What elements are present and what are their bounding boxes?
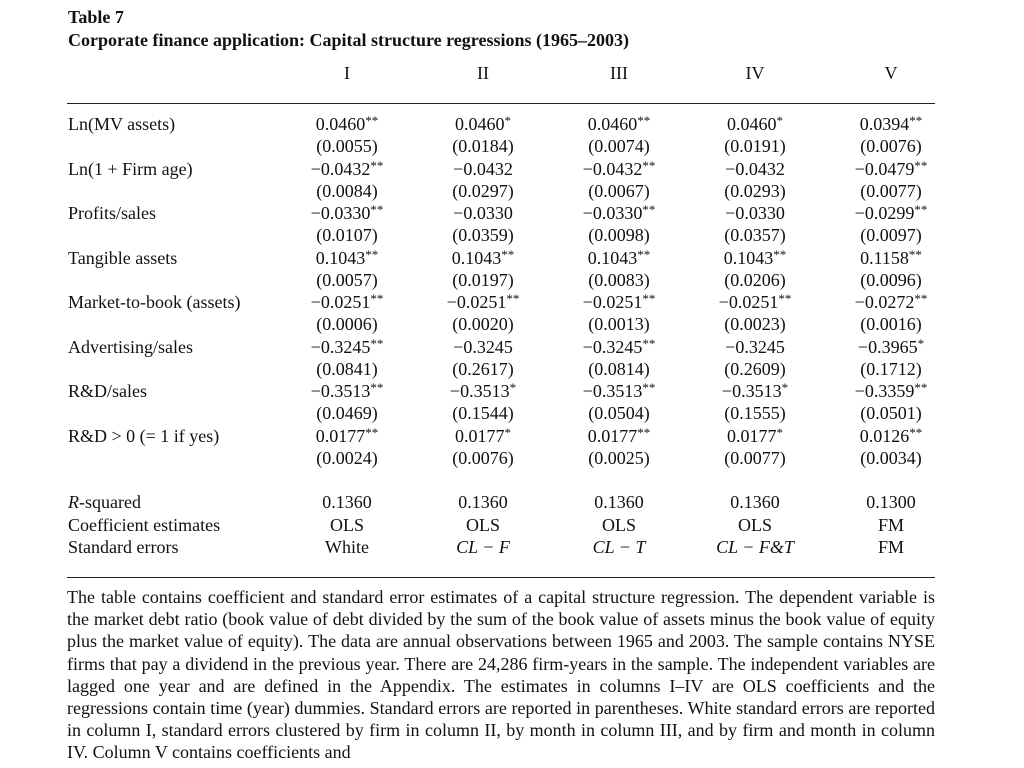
coefficient-cell [858, 337, 924, 358]
coefficient-cell [725, 159, 785, 180]
column-header: II [477, 63, 489, 83]
row-label: R&D/sales [68, 381, 147, 401]
standard-error-cell: (0.0297) [452, 180, 514, 201]
stat-label: Standard errors [68, 537, 179, 557]
row-label: Profits/sales [68, 203, 156, 223]
coefficient-value: 0.0460 [587, 114, 638, 134]
significance-stars: * [776, 113, 783, 128]
stat-value-cell: 0.1360 [458, 492, 508, 512]
coefficient-value: −0.3245 [310, 336, 371, 357]
standard-error-cell: (0.1555) [724, 403, 786, 423]
row-label: R&D > 0 (= 1 if yes) [68, 425, 220, 446]
coefficient-value: −0.0299 [854, 203, 915, 223]
standard-error-cell: (0.0055) [316, 136, 378, 156]
coefficient-cell [453, 159, 513, 180]
stat-value-cell: CL − F [456, 537, 510, 557]
coefficient-cell [588, 426, 651, 447]
coefficient-value: 0.0177 [455, 425, 505, 446]
stat-label [68, 492, 141, 513]
significance-stars: ** [642, 380, 656, 395]
standard-error-cell: (0.0016) [860, 314, 922, 334]
standard-error-cell: (0.0359) [452, 225, 514, 245]
table-note: The table contains coefficient and standard error estimates of a capital structure regression. The dependent variable is the market debt ratio (book value of debt divided by the sum of the book value of assets minus the book value of equity plus the market value of equity). The data are annual observations between 1965 and 2003. The sample contains NYSE firms that pay a dividend in the previous year. There are 24,286 firm-years in the sample. The independent variables are lagged one year and are defined in the Appendix. The estimates in columns I–IV are OLS coefficients and the regressions contain time (year) dummies. Standard errors are reported in parentheses. White standard errors are reported in column I, standard errors clustered by firm in column II, by month in column III, and by firm and month in column IV. Column V contains coefficients and [67, 587, 935, 763]
significance-stars: ** [642, 291, 656, 306]
coefficient-cell [583, 292, 656, 313]
significance-stars: ** [914, 157, 928, 173]
coefficient-value: −0.0251 [446, 292, 507, 312]
coefficient-cell [311, 292, 384, 313]
column-header: III [610, 63, 628, 83]
standard-error-cell: (0.1544) [452, 403, 514, 423]
coefficient-value: −0.3245 [582, 336, 643, 357]
coefficient-cell [583, 337, 656, 358]
standard-error-cell: (0.0097) [860, 225, 922, 245]
significance-stars: ** [637, 246, 651, 262]
stat-label: Coefficient estimates [68, 514, 221, 535]
significance-stars: ** [370, 291, 384, 306]
coefficient-value: −0.3245 [453, 336, 513, 357]
coefficient-value: −0.3513 [721, 381, 782, 401]
significance-stars: * [917, 335, 925, 351]
coefficient-cell [450, 381, 516, 402]
coefficient-value: −0.0479 [854, 158, 915, 179]
column-header: I [344, 63, 350, 83]
row-label: Tangible assets [68, 247, 178, 268]
significance-stars: ** [642, 157, 656, 173]
significance-stars: ** [914, 380, 928, 395]
coefficient-value: −0.0330 [725, 203, 785, 223]
stat-label-rest: -squared [79, 492, 141, 512]
stat-value-cell: 0.1360 [730, 492, 780, 512]
row-label: Ln(1 + Firm age) [68, 158, 193, 179]
stat-value-cell: FM [877, 514, 905, 535]
coefficient-cell [855, 159, 928, 180]
significance-stars: ** [365, 424, 379, 440]
standard-error-cell: (0.0357) [724, 225, 786, 245]
stat-label-italic: R [68, 492, 79, 512]
coefficient-value: 0.0460 [727, 114, 777, 134]
stat-value-cell: CL − T [592, 537, 646, 557]
coefficient-value: 0.0460 [315, 114, 366, 134]
coefficient-cell [719, 292, 792, 313]
coefficient-value: 0.1158 [860, 247, 909, 268]
coefficient-value: −0.0330 [310, 203, 371, 223]
table-label: Table 7 [68, 7, 124, 27]
significance-stars: ** [370, 202, 384, 217]
significance-stars: ** [773, 246, 787, 262]
coefficient-cell [583, 159, 656, 180]
coefficient-value: −0.3965 [857, 336, 918, 357]
coefficient-value: −0.0432 [582, 158, 643, 179]
coefficient-value: 0.0126 [859, 425, 910, 446]
stat-value-cell: OLS [601, 514, 637, 535]
standard-error-cell: (0.0206) [724, 269, 786, 290]
row-label: Ln(MV assets) [68, 114, 176, 134]
significance-stars: * [781, 380, 789, 395]
significance-stars: ** [914, 291, 928, 306]
coefficient-value: −0.0432 [453, 158, 513, 179]
coefficient-value: −0.0432 [725, 158, 785, 179]
coefficient-cell [860, 114, 923, 135]
standard-error-cell: (0.1712) [860, 358, 922, 379]
column-header: IV [745, 63, 765, 83]
coefficient-value: −0.3513 [310, 381, 371, 401]
significance-stars: ** [370, 335, 384, 351]
coefficient-cell [588, 248, 651, 269]
coefficient-value: 0.0394 [859, 114, 910, 134]
coefficient-value: 0.1043 [315, 247, 366, 268]
coefficient-value: 0.1043 [587, 247, 638, 268]
table-title: Corporate finance application: Capital structure regressions (1965–2003) [68, 30, 629, 50]
standard-error-cell: (0.0077) [724, 447, 786, 468]
stat-value-cell: FM [877, 537, 905, 557]
row-label: Market-to-book (assets) [68, 292, 241, 312]
coefficient-value: −0.0251 [310, 292, 371, 312]
stat-value-cell: 0.1300 [866, 492, 916, 512]
coefficient-cell [453, 337, 513, 358]
coefficient-value: −0.3245 [725, 336, 785, 357]
coefficient-cell [722, 381, 788, 402]
coefficient-cell [311, 159, 384, 180]
coefficient-cell [316, 114, 379, 135]
coefficient-cell [447, 292, 520, 313]
coefficient-value: 0.1043 [723, 247, 774, 268]
coefficient-value: −0.3359 [854, 381, 915, 401]
stat-value-cell: OLS [465, 514, 501, 535]
coefficient-value: −0.0251 [718, 292, 779, 312]
coefficient-cell [316, 426, 379, 447]
standard-error-cell: (0.0024) [316, 447, 378, 468]
coefficient-cell [860, 426, 923, 447]
coefficient-cell [583, 203, 656, 224]
coefficient-value: −0.0330 [582, 203, 643, 223]
coefficient-value: −0.0272 [854, 292, 915, 312]
standard-error-cell: (0.0814) [588, 358, 650, 379]
coefficient-cell [725, 337, 785, 358]
significance-stars: ** [909, 113, 923, 128]
standard-error-cell: (0.0084) [316, 180, 378, 201]
coefficient-cell [455, 114, 511, 135]
stat-value-cell: OLS [737, 514, 773, 535]
standard-error-cell: (0.0191) [724, 136, 786, 156]
standard-error-cell: (0.0501) [860, 403, 922, 423]
coefficient-value: 0.0177 [727, 425, 777, 446]
significance-stars: ** [778, 291, 792, 306]
coefficient-cell [452, 248, 515, 269]
significance-stars: ** [501, 246, 515, 262]
stat-value-cell: 0.1360 [594, 492, 644, 512]
coefficient-cell [453, 203, 513, 224]
coefficient-cell [311, 337, 384, 358]
coefficient-cell [727, 114, 783, 135]
standard-error-cell: (0.0023) [724, 314, 786, 334]
significance-stars: * [776, 424, 783, 440]
coefficient-cell [855, 292, 928, 313]
coefficient-cell [455, 426, 511, 447]
significance-stars: ** [365, 246, 379, 262]
coefficient-value: 0.0177 [315, 425, 366, 446]
standard-error-cell: (0.0076) [452, 447, 514, 468]
standard-error-cell: (0.0034) [860, 447, 922, 468]
significance-stars: ** [506, 291, 520, 306]
significance-stars: ** [909, 424, 923, 440]
coefficient-cell [860, 248, 922, 269]
standard-error-cell: (0.0025) [588, 447, 650, 468]
coefficient-value: −0.0251 [582, 292, 643, 312]
coefficient-cell [727, 426, 783, 447]
significance-stars: ** [637, 113, 651, 128]
standard-error-cell: (0.0107) [316, 225, 378, 245]
coefficient-cell [724, 248, 787, 269]
significance-stars: ** [642, 335, 656, 351]
coefficient-cell [583, 381, 656, 402]
significance-stars: ** [365, 113, 379, 128]
significance-stars: ** [637, 424, 651, 440]
stat-value-cell: OLS [329, 514, 365, 535]
standard-error-cell: (0.0020) [452, 314, 514, 334]
header-rule [67, 103, 935, 104]
standard-error-cell: (0.2617) [452, 358, 514, 379]
coefficient-value: 0.1043 [451, 247, 502, 268]
standard-error-cell: (0.2609) [724, 358, 786, 379]
row-label: Advertising/sales [68, 336, 193, 357]
standard-error-cell: (0.0057) [316, 269, 378, 290]
standard-error-cell: (0.0098) [588, 225, 650, 245]
standard-error-cell: (0.0013) [588, 314, 650, 334]
standard-error-cell: (0.0067) [588, 180, 650, 201]
standard-error-cell: (0.0083) [588, 269, 650, 290]
significance-stars: ** [914, 202, 928, 217]
significance-stars: ** [370, 157, 384, 173]
coefficient-value: 0.0460 [455, 114, 505, 134]
standard-error-cell: (0.0469) [316, 403, 378, 423]
significance-stars: * [504, 424, 511, 440]
coefficient-cell [855, 381, 928, 402]
standard-error-cell: (0.0006) [316, 314, 378, 334]
standard-error-cell: (0.0096) [860, 269, 922, 290]
standard-error-cell: (0.0184) [452, 136, 514, 156]
coefficient-value: −0.0330 [453, 203, 513, 223]
significance-stars: ** [642, 202, 656, 217]
stat-value-cell: CL − F&T [716, 537, 794, 557]
column-header: V [884, 63, 898, 83]
stat-value-cell: White [325, 537, 369, 557]
coefficient-value: 0.0177 [587, 425, 638, 446]
coefficient-value: −0.0432 [310, 158, 371, 179]
standard-error-cell: (0.0076) [860, 136, 922, 156]
coefficient-cell [316, 248, 379, 269]
coefficient-cell [855, 203, 928, 224]
significance-stars: ** [908, 246, 922, 262]
significance-stars: ** [370, 380, 384, 395]
significance-stars: * [509, 380, 517, 395]
coefficient-cell [311, 203, 384, 224]
coefficient-value: −0.3513 [449, 381, 510, 401]
coefficient-cell [725, 203, 785, 224]
coefficient-cell [311, 381, 384, 402]
standard-error-cell: (0.0504) [588, 403, 650, 423]
standard-error-cell: (0.0077) [860, 180, 922, 201]
stat-value-cell: 0.1360 [322, 492, 372, 512]
standard-error-cell: (0.0841) [316, 358, 378, 379]
significance-stars: * [504, 113, 511, 128]
coefficient-value: −0.3513 [582, 381, 643, 401]
bottom-rule [67, 577, 935, 578]
standard-error-cell: (0.0074) [588, 136, 650, 156]
standard-error-cell: (0.0197) [452, 269, 514, 290]
coefficient-cell [588, 114, 651, 135]
standard-error-cell: (0.0293) [724, 180, 786, 201]
